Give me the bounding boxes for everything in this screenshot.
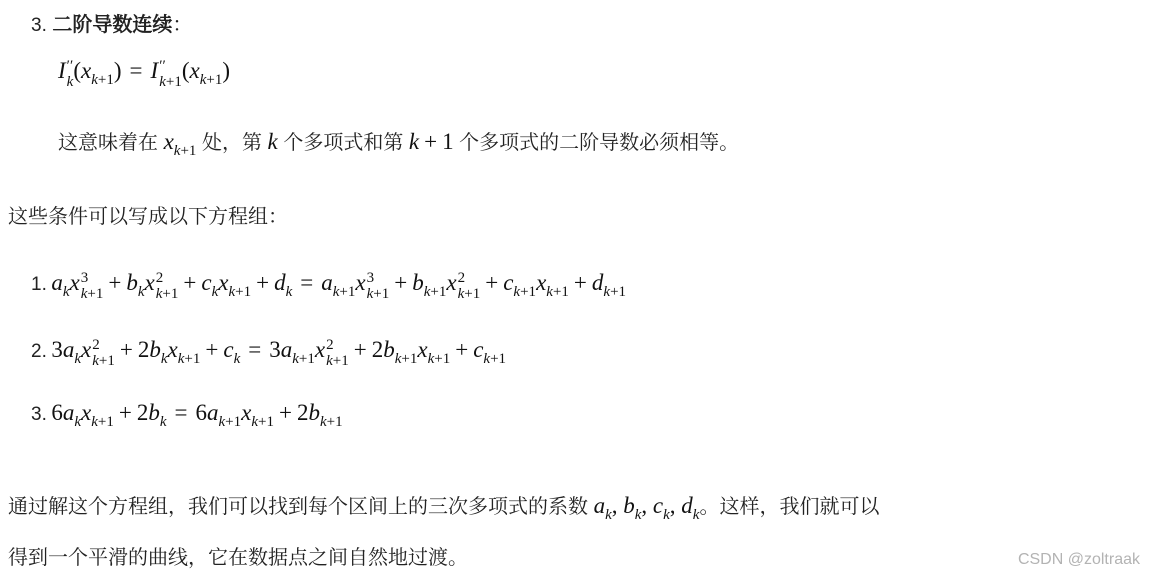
math-x-k-plus-1: $x_{k+1}$ [163, 129, 197, 159]
equation-2 [31, 337, 506, 369]
item3-heading [31, 8, 192, 37]
item3-number: 3. [31, 15, 47, 36]
conclusion-line-2: 得到一个平滑的曲线，它在数据点之间自然地过渡。 [8, 547, 468, 569]
equation-1-math: $a_kx$ 3 k+1 + $b_kx$ 2 k+1 + $c_kx_{k+1} + d_k = a_{k+1}x$ 3 k+1 + $b_{k+1}x$ 2 k+1 + $c_{k+1}x_{k+1} + d_{k+1}$ [51, 270, 627, 302]
conclusion-part-2: 。这样，我们就可以 [699, 496, 880, 518]
equation-2-math: $3a_kx$ 2 k+1 + $2b_kx_{k+1} + c_k = 3a_{k+1}x$ 2 k+1 + $2b_{k+1}x_{k+1} + c_{k+1}$ [51, 337, 507, 369]
conclusion-line-1 [8, 490, 880, 523]
item3-description [58, 126, 740, 159]
system-intro: 这些条件可以写成以下方程组： [8, 206, 288, 228]
conclusion-part-1: 通过解这个方程组，我们可以找到每个区间上的三次多项式的系数 [8, 496, 588, 518]
desc-part-1: 这意味着在 [58, 132, 158, 154]
equation-2-number: 2. [31, 341, 47, 362]
math-coefficients: $a_k$, $b_k$, $c_k$, $d_k$ [593, 493, 700, 523]
equation-3-math: $6a_kx_{k+1} + 2b_k = 6a_{k+1}x_{k+1} + 2b_{k+1}$ [51, 400, 343, 430]
desc-part-4: 个多项式的二阶导数必须相等。 [459, 132, 740, 154]
equation-3-number: 3. [31, 404, 47, 425]
watermark: CSDN @zoltraak [1017, 551, 1140, 568]
item3-colon: ： [172, 14, 193, 36]
second-derivative-formula: I ′′ k $(x_{k+1}) = I$ ′′ k+1 $(x_{k+1})$ [58, 58, 231, 90]
equation-1-number: 1. [31, 274, 47, 295]
desc-part-2: 处，第 [201, 132, 262, 154]
desc-part-3: 个多项式和第 [283, 132, 404, 154]
math-k-plus-1: k + 1 [408, 129, 454, 154]
item3-title: 二阶导数连续 [52, 14, 173, 36]
equation-3 [31, 400, 343, 430]
equation-1 [31, 270, 626, 302]
math-k: k [267, 129, 278, 154]
